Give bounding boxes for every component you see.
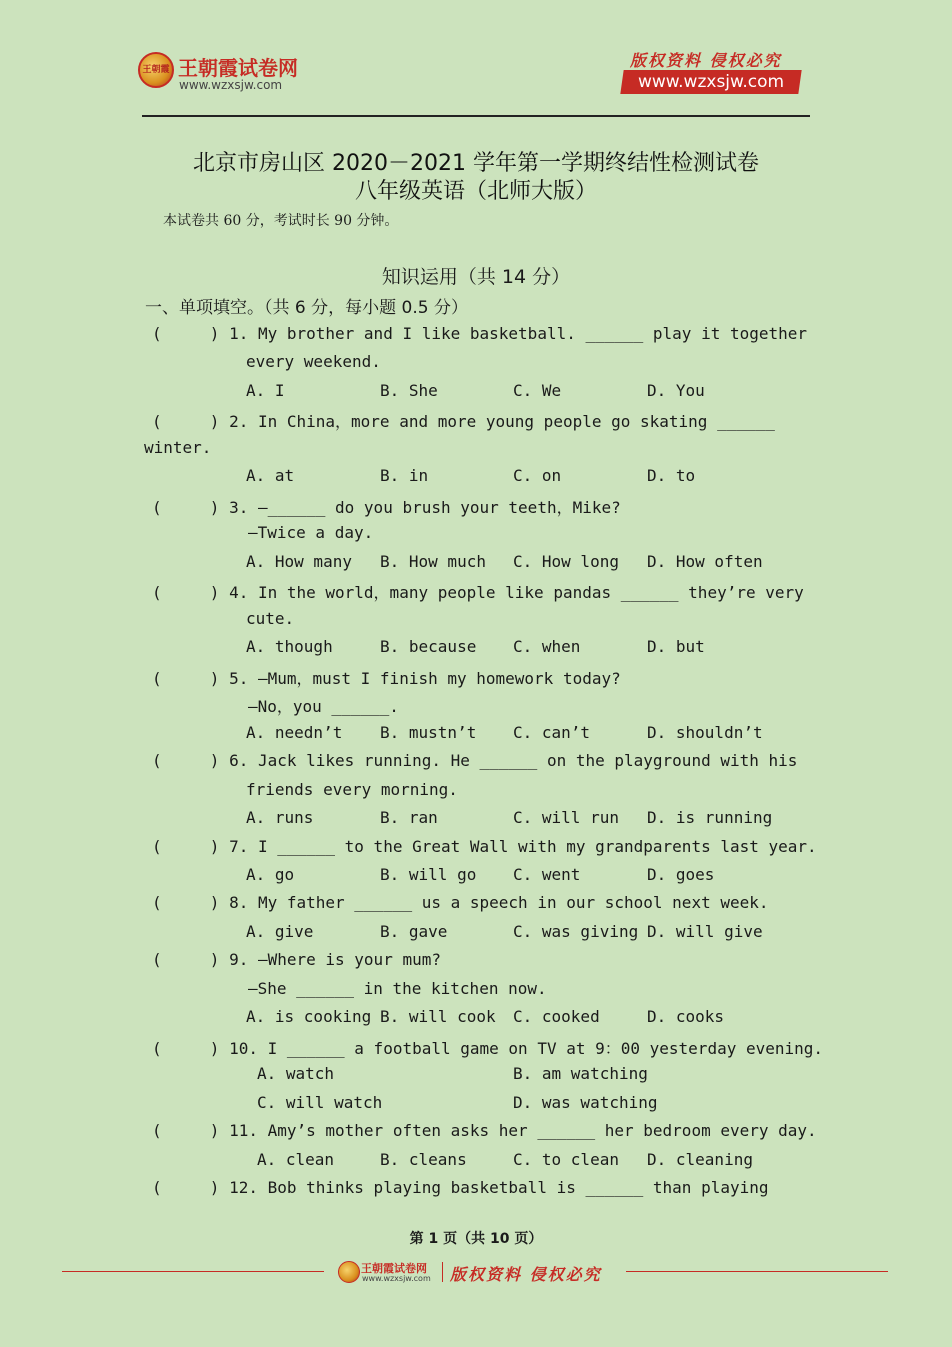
question-9-cont: —She ______ in the kitchen now.: [248, 979, 547, 998]
q10-option-b: B. am watching: [513, 1064, 648, 1083]
question-10: ( ) 10. I ______ a football game on TV at 9：00 yesterday evening.: [152, 1039, 824, 1058]
question-6-cont: friends every morning.: [246, 780, 458, 799]
footer-rule-right: [626, 1271, 888, 1272]
header-rule: [142, 115, 810, 117]
logo-badge-icon: 王朝霞: [138, 52, 174, 88]
exam-subtitle: 八年级英语（北师大版）: [354, 179, 597, 204]
question-2-cont: winter.: [144, 438, 212, 457]
footer-rights-notice: 版权资料 侵权必究: [450, 1265, 602, 1284]
q1-option-c: C. We: [513, 381, 562, 400]
q4-option-c: C. when: [513, 637, 581, 656]
url-banner-text: www.wzxsjw.com: [637, 72, 785, 92]
question-4-cont: cute.: [246, 609, 295, 628]
footer-logo-url: www.wzxsjw.com: [362, 1274, 431, 1283]
q11-option-d: D. cleaning: [647, 1150, 753, 1169]
part-title: 一、单项填空。（共 6 分，每小题 0.5 分）: [145, 298, 468, 318]
q1-option-b: B. She: [380, 381, 438, 400]
q6-option-c: C. will run: [513, 808, 619, 827]
q9-option-b: B. will cook: [380, 1007, 496, 1026]
logo-name: 王朝霞试卷网: [178, 56, 298, 80]
q11-option-a: A. clean: [257, 1150, 335, 1169]
question-5-cont: —No，you ______.: [248, 697, 399, 716]
q3-option-a: A. How many: [246, 552, 352, 571]
logo-url: www.wzxsjw.com: [179, 78, 283, 92]
question-5: ( ) 5. —Mum，must I finish my homework today?: [152, 669, 621, 688]
q6-option-a: A. runs: [246, 808, 314, 827]
q10-option-a: A. watch: [257, 1064, 335, 1083]
question-9: ( ) 9. —Where is your mum?: [152, 950, 441, 969]
q9-option-d: D. cooks: [647, 1007, 725, 1026]
q3-option-d: D. How often: [647, 552, 763, 571]
q8-option-c: C. was giving: [513, 922, 639, 941]
exam-title: 北京市房山区 2020－2021 学年第一学期终结性检测试卷: [193, 151, 759, 176]
q7-option-d: D. goes: [647, 865, 715, 884]
q5-option-b: B. mustn’t: [380, 723, 477, 742]
exam-note: 本试卷共 60 分，考试时长 90 分钟。: [163, 213, 399, 229]
q2-option-c: C. on: [513, 466, 562, 485]
question-1: ( ) 1. My brother and I like basketball. ______ play it together: [152, 324, 808, 343]
question-8: ( ) 8. My father ______ us a speech in our school next week.: [152, 893, 769, 912]
q2-option-d: D. to: [647, 466, 696, 485]
q7-option-b: B. will go: [380, 865, 477, 884]
q4-option-d: D. but: [647, 637, 705, 656]
q6-option-b: B. ran: [380, 808, 438, 827]
rights-notice: 版权资料 侵权必究: [630, 51, 782, 70]
q8-option-b: B. gave: [380, 922, 448, 941]
question-6: ( ) 6. Jack likes running. He ______ on the playground with his: [152, 751, 798, 770]
question-1-cont: every weekend.: [246, 352, 381, 371]
question-12: ( ) 12. Bob thinks playing basketball is ______ than playing: [152, 1178, 769, 1197]
q8-option-a: A. give: [246, 922, 314, 941]
q7-option-a: A. go: [246, 865, 295, 884]
q4-option-a: A. though: [246, 637, 333, 656]
q4-option-b: B. because: [380, 637, 477, 656]
question-3-cont: —Twice a day.: [248, 523, 374, 542]
question-2: ( ) 2. In China，more and more young people go skating ______: [152, 412, 775, 431]
q9-option-a: A. is cooking: [246, 1007, 372, 1026]
q5-option-c: C. can’t: [513, 723, 591, 742]
q2-option-b: B. in: [380, 466, 429, 485]
q5-option-d: D. shouldn’t: [647, 723, 763, 742]
q10-option-c: C. will watch: [257, 1093, 383, 1112]
q1-option-a: A. I: [246, 381, 285, 400]
footer-rule-left: [62, 1271, 324, 1272]
q11-option-b: B. cleans: [380, 1150, 467, 1169]
q10-option-d: D. was watching: [513, 1093, 658, 1112]
footer-separator: [442, 1262, 443, 1282]
question-11: ( ) 11. Amy’s mother often asks her ______ her bedroom every day.: [152, 1121, 817, 1140]
q1-option-d: D. You: [647, 381, 705, 400]
section-title: 知识运用（共 14 分）: [381, 266, 571, 288]
q11-option-c: C. to clean: [513, 1150, 619, 1169]
q5-option-a: A. needn’t: [246, 723, 343, 742]
q3-option-c: C. How long: [513, 552, 619, 571]
question-4: ( ) 4. In the world，many people like pandas ______ they’re very: [152, 583, 804, 602]
page-number: 第 1 页（共 10 页）: [409, 1231, 543, 1247]
q9-option-c: C. cooked: [513, 1007, 600, 1026]
footer-logo-name: 王朝霞试卷网: [361, 1262, 427, 1275]
q6-option-d: D. is running: [647, 808, 773, 827]
url-banner[interactable]: [620, 70, 801, 94]
q2-option-a: A. at: [246, 466, 295, 485]
q7-option-c: C. went: [513, 865, 581, 884]
q8-option-d: D. will give: [647, 922, 763, 941]
question-3: ( ) 3. —______ do you brush your teeth，Mike?: [152, 498, 621, 517]
question-7: ( ) 7. I ______ to the Great Wall with my grandparents last year.: [152, 837, 817, 856]
footer-logo-icon: [338, 1261, 360, 1283]
q3-option-b: B. How much: [380, 552, 486, 571]
page-header: [0, 0, 952, 118]
